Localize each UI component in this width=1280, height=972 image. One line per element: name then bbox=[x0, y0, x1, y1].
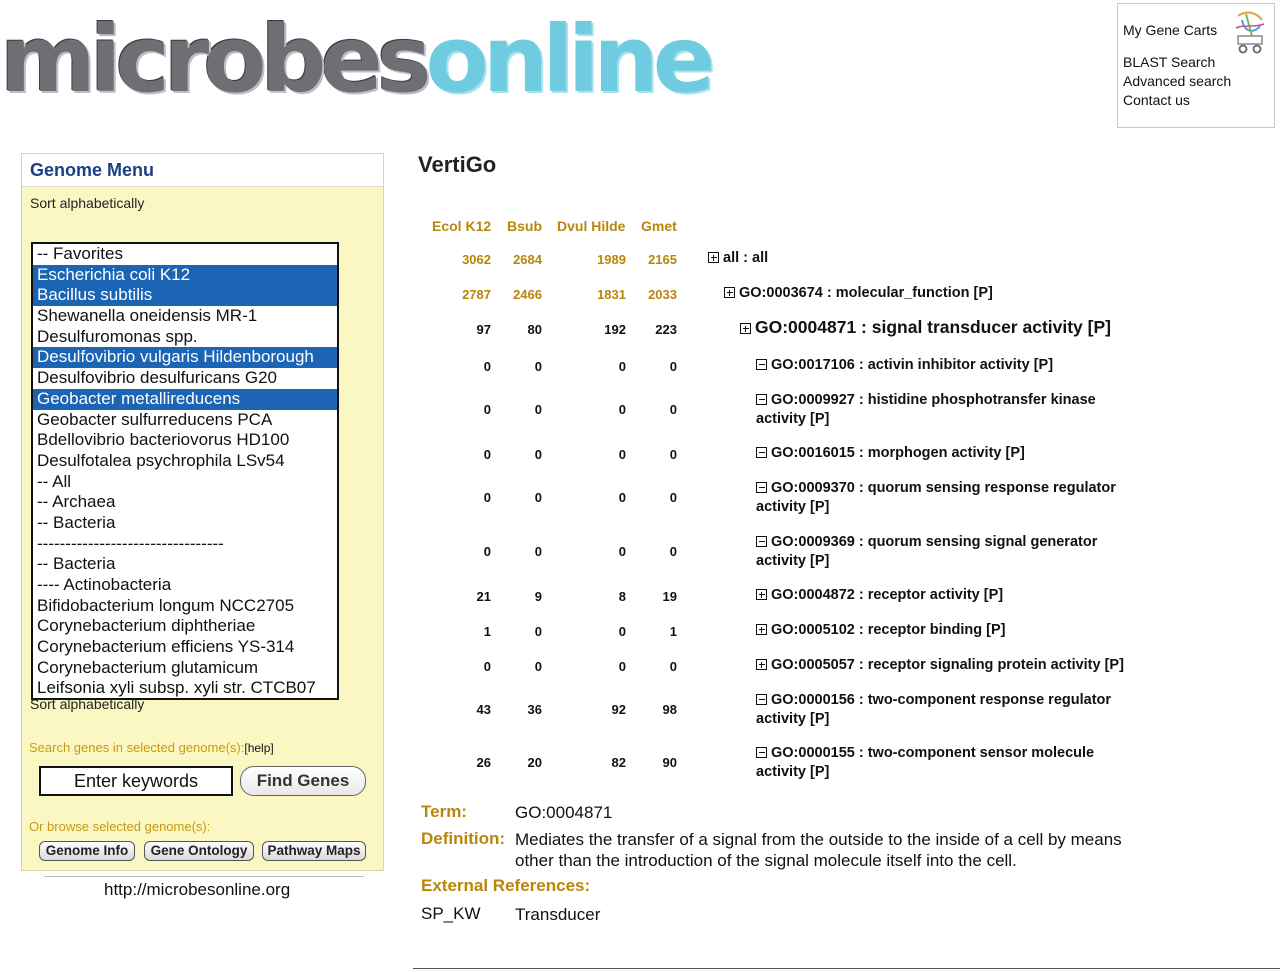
column-header: Bsub bbox=[507, 218, 542, 234]
genome-option[interactable]: Desulfotalea psychrophila LSv54 bbox=[37, 450, 285, 470]
go-term-label[interactable]: GO:0004871 : signal transducer activity [P] bbox=[755, 317, 1111, 337]
expand-icon[interactable] bbox=[756, 659, 767, 670]
genome-count-cell: 19 bbox=[662, 589, 677, 604]
genome-count-cell: 0 bbox=[669, 544, 677, 559]
genome-count-cell: 26 bbox=[476, 755, 491, 770]
go-term-label[interactable]: GO:0017106 : activin inhibitor activity [P] bbox=[771, 357, 1054, 373]
expand-icon[interactable] bbox=[708, 252, 719, 263]
expand-icon[interactable] bbox=[724, 287, 735, 298]
genome-count-cell: 0 bbox=[618, 659, 626, 674]
genome-info-button[interactable]: Genome Info bbox=[39, 841, 135, 861]
genome-count-cell: 3062 bbox=[462, 252, 491, 267]
help-link[interactable]: [help] bbox=[244, 741, 274, 755]
genome-count-cell: 90 bbox=[662, 755, 677, 770]
genome-option[interactable]: -- All bbox=[37, 471, 71, 491]
external-references-label: External References: bbox=[421, 876, 591, 895]
go-term-row[interactable] bbox=[756, 744, 1094, 782]
genome-count-cell: 36 bbox=[527, 702, 542, 717]
sort-alphabetically-link-bottom[interactable]: Sort alphabetically bbox=[30, 696, 145, 712]
genome-count-cell: 2684 bbox=[513, 252, 542, 267]
term-value: GO:0004871 bbox=[515, 803, 613, 822]
collapse-icon[interactable] bbox=[756, 536, 767, 547]
collapse-icon[interactable] bbox=[756, 482, 767, 493]
collapse-icon[interactable] bbox=[756, 694, 767, 705]
genome-option[interactable]: Corynebacterium glutamicum bbox=[37, 657, 259, 677]
genome-count-cell: 0 bbox=[618, 490, 626, 505]
genome-count-cell: 2466 bbox=[513, 287, 542, 302]
genome-count-cell: 1831 bbox=[597, 287, 626, 302]
genome-menu-panel bbox=[21, 153, 384, 871]
go-term-row[interactable] bbox=[756, 533, 1097, 571]
collapse-icon[interactable] bbox=[756, 447, 767, 458]
genome-count-cell: 0 bbox=[483, 402, 491, 417]
genome-count-cell: 0 bbox=[669, 447, 677, 462]
top-links-box bbox=[1117, 3, 1275, 128]
go-term-row[interactable] bbox=[740, 318, 1111, 337]
term-label: Term: bbox=[421, 802, 467, 821]
genome-option[interactable]: Shewanella oneidensis MR-1 bbox=[37, 306, 258, 326]
genome-count-cell: 0 bbox=[483, 359, 491, 374]
genome-option[interactable]: Leifsonia xyli subsp. xyli str. CTCB07 bbox=[37, 678, 316, 698]
go-term-row[interactable] bbox=[756, 391, 1096, 429]
genome-option[interactable]: Bdellovibrio bacteriovorus HD100 bbox=[37, 430, 290, 450]
go-term-row[interactable] bbox=[756, 356, 1053, 375]
genome-option[interactable]: Bacillus subtilis bbox=[33, 285, 337, 306]
left-divider bbox=[44, 876, 364, 877]
advanced-search-link[interactable]: Advanced search bbox=[1123, 73, 1232, 89]
gene-carts-link[interactable]: My Gene Carts bbox=[1123, 22, 1218, 38]
genome-count-cell: 0 bbox=[483, 447, 491, 462]
column-header: Ecol K12 bbox=[432, 218, 492, 234]
genome-count-cell: 0 bbox=[534, 359, 542, 374]
genome-count-cell: 98 bbox=[662, 702, 677, 717]
genome-count-cell: 9 bbox=[534, 589, 542, 604]
genome-menu-title: Genome Menu bbox=[30, 160, 155, 180]
go-term-label[interactable]: activity [P] bbox=[756, 411, 830, 427]
genome-count-cell: 223 bbox=[655, 322, 677, 337]
genome-count-cell: 0 bbox=[534, 490, 542, 505]
go-term-label[interactable]: all : all bbox=[723, 250, 769, 266]
go-term-row[interactable] bbox=[756, 656, 1124, 675]
genome-count-cell: 2165 bbox=[648, 252, 677, 267]
gene-cart-icon[interactable] bbox=[1232, 10, 1268, 54]
genome-option[interactable]: ---- Actinobacteria bbox=[37, 575, 172, 594]
genome-option[interactable]: Geobacter metallireducens bbox=[33, 389, 337, 410]
genome-count-cell: 20 bbox=[527, 755, 542, 770]
genome-select-list[interactable] bbox=[31, 242, 339, 700]
go-term-label[interactable]: GO:0004872 : receptor activity [P] bbox=[771, 587, 1004, 603]
contact-us-link[interactable]: Contact us bbox=[1123, 92, 1190, 108]
go-term-label[interactable]: GO:0009370 : quorum sensing response regulator bbox=[771, 480, 1116, 496]
find-genes-button[interactable]: Find Genes bbox=[240, 766, 366, 796]
genome-option[interactable]: --------------------------------- bbox=[37, 533, 224, 553]
genome-count-cell: 0 bbox=[534, 544, 542, 559]
page-title: VertiGo bbox=[418, 152, 497, 177]
gene-ontology-button[interactable]: Gene Ontology bbox=[144, 841, 254, 861]
genome-count-cell: 21 bbox=[476, 589, 491, 604]
expand-icon[interactable] bbox=[756, 589, 767, 600]
collapse-icon[interactable] bbox=[756, 359, 767, 370]
genome-count-cell: 8 bbox=[618, 589, 626, 604]
go-term-label[interactable]: GO:0005057 : receptor signaling protein activity [P] bbox=[771, 657, 1124, 673]
genome-count-cell: 0 bbox=[618, 447, 626, 462]
genome-count-cell: 82 bbox=[611, 755, 626, 770]
genome-count-cell: 0 bbox=[483, 659, 491, 674]
go-term-label[interactable]: GO:0009369 : quorum sensing signal generator bbox=[771, 534, 1098, 550]
search-genes-text: Search genes in selected genome(s): bbox=[29, 740, 245, 755]
external-ref-value: Transducer bbox=[515, 905, 601, 924]
go-term-label[interactable]: activity [P] bbox=[756, 553, 830, 569]
genome-option[interactable]: Bifidobacterium longum NCC2705 bbox=[37, 595, 295, 615]
go-term-row[interactable] bbox=[756, 586, 1003, 605]
browse-genomes-label: Or browse selected genome(s): bbox=[29, 819, 211, 834]
go-term-row[interactable] bbox=[756, 479, 1116, 517]
logo-microbes-text: microbes bbox=[0, 6, 426, 113]
genome-option[interactable]: -- Favorites bbox=[37, 244, 123, 263]
sort-alphabetically-link-top[interactable]: Sort alphabetically bbox=[30, 195, 145, 211]
go-term-label[interactable]: GO:0016015 : morphogen activity [P] bbox=[771, 445, 1025, 461]
genome-count-cell: 0 bbox=[534, 624, 542, 639]
go-term-row[interactable] bbox=[756, 444, 1025, 463]
keywords-input[interactable]: Enter keywords bbox=[39, 766, 233, 796]
collapse-icon[interactable] bbox=[756, 394, 767, 405]
genome-count-cell: 2033 bbox=[648, 287, 677, 302]
expand-icon[interactable] bbox=[756, 624, 767, 635]
column-header: Gmet bbox=[641, 218, 677, 234]
go-term-row[interactable] bbox=[756, 621, 1005, 640]
go-term-label[interactable]: GO:0009927 : histidine phosphotransfer kinase bbox=[771, 392, 1096, 408]
genome-count-cell: 0 bbox=[618, 544, 626, 559]
genome-count-cell: 1 bbox=[483, 624, 491, 639]
genome-count-cell: 0 bbox=[618, 624, 626, 639]
genome-option[interactable]: -- Archaea bbox=[37, 492, 116, 512]
search-genes-label bbox=[29, 740, 274, 755]
genome-menu-header bbox=[22, 154, 383, 187]
genome-count-cell: 0 bbox=[534, 659, 542, 674]
collapse-icon[interactable] bbox=[756, 747, 767, 758]
genome-count-cell: 1 bbox=[669, 624, 677, 639]
microbesonline-logo[interactable] bbox=[0, 5, 710, 115]
bottom-divider bbox=[413, 968, 1280, 969]
go-term-label[interactable]: GO:0000156 : two-component response regulator bbox=[771, 692, 1112, 708]
external-ref-key: SP_KW bbox=[421, 904, 481, 923]
genome-count-cell: 0 bbox=[483, 490, 491, 505]
genome-count-cell: 0 bbox=[618, 359, 626, 374]
genome-count-cell: 192 bbox=[604, 322, 626, 337]
genome-count-cell: 92 bbox=[611, 702, 626, 717]
genome-option[interactable]: Escherichia coli K12 bbox=[33, 265, 337, 286]
genome-option[interactable]: Corynebacterium efficiens YS-314 bbox=[37, 637, 295, 657]
expand-icon[interactable] bbox=[740, 323, 751, 334]
logo-online-text: online bbox=[425, 6, 710, 113]
genome-option[interactable]: -- Bacteria bbox=[37, 554, 116, 574]
genome-count-cell: 2787 bbox=[462, 287, 491, 302]
definition-line-2: other than the introduction of the signal molecule itself into the cell. bbox=[515, 851, 1017, 870]
go-term-row[interactable] bbox=[724, 284, 993, 303]
genome-count-cell: 0 bbox=[534, 447, 542, 462]
genome-count-cell: 0 bbox=[669, 659, 677, 674]
genome-option[interactable]: -- Bacteria bbox=[37, 512, 116, 532]
genome-option[interactable]: Corynebacterium diphtheriae bbox=[37, 616, 256, 636]
column-header: Dvul Hilde bbox=[557, 218, 626, 234]
go-term-label[interactable]: GO:0003674 : molecular_function [P] bbox=[739, 285, 993, 301]
genome-option[interactable]: Desulfovibrio desulfuricans G20 bbox=[37, 368, 278, 388]
go-term-row[interactable] bbox=[708, 249, 768, 268]
go-term-label[interactable]: activity [P] bbox=[756, 764, 830, 780]
definition-label: Definition: bbox=[421, 829, 506, 848]
genome-count-cell: 43 bbox=[476, 702, 491, 717]
genome-count-cell: 0 bbox=[483, 544, 491, 559]
genome-count-cell: 0 bbox=[534, 402, 542, 417]
genome-count-cell: 0 bbox=[669, 490, 677, 505]
genome-option[interactable]: Desulfovibrio vulgaris Hildenborough bbox=[33, 347, 337, 368]
genome-option[interactable]: Geobacter sulfurreducens PCA bbox=[37, 409, 273, 429]
genome-count-cell: 0 bbox=[669, 359, 677, 374]
site-url: http://microbesonline.org bbox=[104, 880, 291, 899]
go-term-label[interactable]: GO:0000155 : two-component sensor molecule bbox=[771, 745, 1095, 761]
genome-count-cell: 1989 bbox=[597, 252, 626, 267]
genome-count-cell: 0 bbox=[618, 402, 626, 417]
genome-count-cell: 80 bbox=[527, 322, 542, 337]
genome-option[interactable]: Desulfuromonas spp. bbox=[37, 326, 198, 346]
go-term-label[interactable]: activity [P] bbox=[756, 499, 830, 515]
go-term-row[interactable] bbox=[756, 691, 1111, 729]
blast-search-link[interactable]: BLAST Search bbox=[1123, 54, 1216, 70]
genome-count-cell: 97 bbox=[476, 322, 491, 337]
pathway-maps-button[interactable]: Pathway Maps bbox=[262, 841, 366, 861]
genome-count-cell: 0 bbox=[669, 402, 677, 417]
definition-line-1: Mediates the transfer of a signal from the outside to the inside of a cell by means bbox=[515, 830, 1122, 849]
go-term-label[interactable]: GO:0005102 : receptor binding [P] bbox=[771, 622, 1006, 638]
go-term-label[interactable]: activity [P] bbox=[756, 711, 830, 727]
